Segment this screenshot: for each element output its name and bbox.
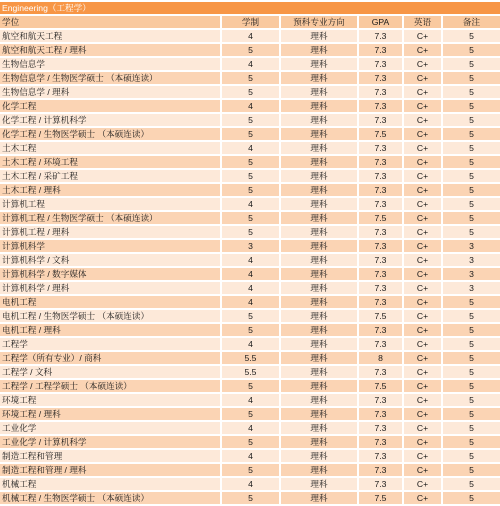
degree-cell: 化学工程 / 计算机科学 (0, 114, 222, 126)
notes-cell: 3 (443, 282, 500, 294)
gpa-cell: 7.5 (359, 128, 404, 140)
table-row (0, 408, 500, 420)
table-row (0, 422, 500, 434)
gpa-cell: 7.3 (359, 282, 404, 294)
duration-cell: 5 (222, 184, 281, 196)
english-cell: C+ (404, 156, 443, 168)
notes-cell: 5 (443, 478, 500, 490)
table-row (0, 44, 500, 56)
gpa-cell: 7.3 (359, 478, 404, 490)
table-row (0, 240, 500, 252)
notes-cell: 5 (443, 44, 500, 56)
notes-cell: 5 (443, 184, 500, 196)
stream-cell: 理科 (281, 156, 359, 168)
duration-cell: 4 (222, 100, 281, 112)
notes-cell: 5 (443, 142, 500, 154)
duration-cell: 5 (222, 310, 281, 322)
degree-cell: 工业化学 (0, 422, 222, 434)
table-row (0, 72, 500, 84)
table-row (0, 254, 500, 266)
duration-cell: 5 (222, 44, 281, 56)
duration-cell: 4 (222, 296, 281, 308)
table-row (0, 212, 500, 224)
degree-cell: 电机工程 / 理科 (0, 324, 222, 336)
stream-cell: 理科 (281, 450, 359, 462)
degree-cell: 化学工程 / 生物医学硕士 （本硕连读） (0, 128, 222, 140)
notes-cell: 5 (443, 100, 500, 112)
table-row (0, 310, 500, 322)
duration-cell: 5.5 (222, 352, 281, 364)
stream-cell: 理科 (281, 212, 359, 224)
english-cell: C+ (404, 86, 443, 98)
english-cell: C+ (404, 72, 443, 84)
stream-cell: 理科 (281, 128, 359, 140)
degree-cell: 工程学 (0, 338, 222, 350)
english-cell: C+ (404, 464, 443, 476)
degree-cell: 机械工程 / 生物医学硕士 （本硕连读） (0, 492, 222, 504)
degree-cell: 计算机科学 (0, 240, 222, 252)
duration-cell: 4 (222, 394, 281, 406)
notes-cell: 5 (443, 170, 500, 182)
english-cell: C+ (404, 492, 443, 504)
english-cell: C+ (404, 240, 443, 252)
notes-cell: 5 (443, 324, 500, 336)
duration-cell: 4 (222, 450, 281, 462)
degree-cell: 工程学 / 工程学硕士 （本硕连读） (0, 380, 222, 392)
duration-cell: 4 (222, 198, 281, 210)
duration-cell: 4 (222, 142, 281, 154)
notes-cell: 5 (443, 492, 500, 504)
stream-cell: 理科 (281, 170, 359, 182)
degree-cell: 土木工程 / 理科 (0, 184, 222, 196)
degree-cell: 工业化学 / 计算机科学 (0, 436, 222, 448)
gpa-cell: 7.3 (359, 436, 404, 448)
table-row (0, 198, 500, 210)
duration-cell: 4 (222, 282, 281, 294)
degree-cell: 工程学（所有专业）/ 商科 (0, 352, 222, 364)
duration-cell: 5 (222, 114, 281, 126)
gpa-cell: 7.5 (359, 380, 404, 392)
english-cell: C+ (404, 366, 443, 378)
header-notes: 备注 (443, 16, 500, 28)
notes-cell: 5 (443, 156, 500, 168)
stream-cell: 理科 (281, 100, 359, 112)
stream-cell: 理科 (281, 380, 359, 392)
english-cell: C+ (404, 100, 443, 112)
duration-cell: 4 (222, 422, 281, 434)
stream-cell: 理科 (281, 184, 359, 196)
gpa-cell: 7.3 (359, 268, 404, 280)
degree-cell: 计算机科学 / 文科 (0, 254, 222, 266)
stream-cell: 理科 (281, 352, 359, 364)
notes-cell: 3 (443, 254, 500, 266)
degree-cell: 航空和航天工程 / 理科 (0, 44, 222, 56)
table-row (0, 184, 500, 196)
table-row (0, 366, 500, 378)
table-row (0, 296, 500, 308)
gpa-cell: 7.3 (359, 114, 404, 126)
degree-cell: 计算机工程 / 理科 (0, 226, 222, 238)
stream-cell: 理科 (281, 408, 359, 420)
english-cell: C+ (404, 114, 443, 126)
notes-cell: 5 (443, 464, 500, 476)
duration-cell: 5 (222, 324, 281, 336)
gpa-cell: 7.3 (359, 100, 404, 112)
table-row (0, 100, 500, 112)
stream-cell: 理科 (281, 478, 359, 490)
table-row (0, 142, 500, 154)
english-cell: C+ (404, 226, 443, 238)
notes-cell: 5 (443, 310, 500, 322)
header-duration: 学制 (222, 16, 281, 28)
stream-cell: 理科 (281, 268, 359, 280)
degree-cell: 土木工程 / 环境工程 (0, 156, 222, 168)
duration-cell: 5 (222, 86, 281, 98)
degree-cell: 环境工程 (0, 394, 222, 406)
table-row (0, 394, 500, 406)
stream-cell: 理科 (281, 226, 359, 238)
duration-cell: 4 (222, 58, 281, 70)
degree-cell: 生物信息学 / 生物医学硕士 （本硕连读） (0, 72, 222, 84)
gpa-cell: 7.3 (359, 184, 404, 196)
english-cell: C+ (404, 338, 443, 350)
english-cell: C+ (404, 142, 443, 154)
table-row (0, 86, 500, 98)
degree-cell: 机械工程 (0, 478, 222, 490)
degree-cell: 计算机科学 / 理科 (0, 282, 222, 294)
degree-cell: 化学工程 (0, 100, 222, 112)
gpa-cell: 7.3 (359, 72, 404, 84)
stream-cell: 理科 (281, 30, 359, 42)
gpa-cell: 7.3 (359, 30, 404, 42)
notes-cell: 5 (443, 212, 500, 224)
degree-cell: 计算机科学 / 数字媒体 (0, 268, 222, 280)
table-title-row (0, 2, 500, 14)
table-row (0, 268, 500, 280)
duration-cell: 4 (222, 478, 281, 490)
table-header-row (0, 16, 500, 28)
table-row (0, 170, 500, 182)
table-row (0, 282, 500, 294)
english-cell: C+ (404, 58, 443, 70)
degree-cell: 制造工程和管理 / 理科 (0, 464, 222, 476)
degree-cell: 生物信息学 / 理科 (0, 86, 222, 98)
degree-cell: 计算机工程 / 生物医学硕士 （本硕连读） (0, 212, 222, 224)
degree-cell: 制造工程和管理 (0, 450, 222, 462)
notes-cell: 5 (443, 58, 500, 70)
gpa-cell: 7.3 (359, 296, 404, 308)
stream-cell: 理科 (281, 310, 359, 322)
gpa-cell: 7.3 (359, 86, 404, 98)
english-cell: C+ (404, 30, 443, 42)
english-cell: C+ (404, 296, 443, 308)
notes-cell: 5 (443, 114, 500, 126)
stream-cell: 理科 (281, 142, 359, 154)
degree-cell: 环境工程 / 理科 (0, 408, 222, 420)
stream-cell: 理科 (281, 436, 359, 448)
notes-cell: 5 (443, 450, 500, 462)
duration-cell: 5 (222, 72, 281, 84)
table-row (0, 450, 500, 462)
table-row (0, 352, 500, 364)
notes-cell: 3 (443, 240, 500, 252)
notes-cell: 5 (443, 366, 500, 378)
degree-cell: 工程学 / 文科 (0, 366, 222, 378)
notes-cell: 5 (443, 422, 500, 434)
notes-cell: 5 (443, 198, 500, 210)
gpa-cell: 7.3 (359, 366, 404, 378)
duration-cell: 5 (222, 212, 281, 224)
degree-cell: 计算机工程 (0, 198, 222, 210)
duration-cell: 5.5 (222, 366, 281, 378)
gpa-cell: 7.3 (359, 170, 404, 182)
notes-cell: 5 (443, 338, 500, 350)
gpa-cell: 7.3 (359, 324, 404, 336)
duration-cell: 5 (222, 492, 281, 504)
stream-cell: 理科 (281, 72, 359, 84)
degree-cell: 电机工程 (0, 296, 222, 308)
gpa-cell: 7.3 (359, 338, 404, 350)
gpa-cell: 7.3 (359, 450, 404, 462)
english-cell: C+ (404, 212, 443, 224)
gpa-cell: 7.3 (359, 156, 404, 168)
notes-cell: 5 (443, 72, 500, 84)
english-cell: C+ (404, 324, 443, 336)
stream-cell: 理科 (281, 86, 359, 98)
table-row (0, 226, 500, 238)
notes-cell: 5 (443, 86, 500, 98)
table-row (0, 478, 500, 490)
notes-cell: 5 (443, 394, 500, 406)
notes-cell: 5 (443, 436, 500, 448)
english-cell: C+ (404, 184, 443, 196)
degree-cell: 土木工程 (0, 142, 222, 154)
stream-cell: 理科 (281, 394, 359, 406)
table-row (0, 324, 500, 336)
english-cell: C+ (404, 170, 443, 182)
gpa-cell: 7.3 (359, 198, 404, 210)
table-row (0, 436, 500, 448)
stream-cell: 理科 (281, 464, 359, 476)
english-cell: C+ (404, 450, 443, 462)
gpa-cell: 7.3 (359, 44, 404, 56)
table-row (0, 156, 500, 168)
notes-cell: 3 (443, 268, 500, 280)
duration-cell: 5 (222, 156, 281, 168)
stream-cell: 理科 (281, 338, 359, 350)
english-cell: C+ (404, 282, 443, 294)
duration-cell: 5 (222, 408, 281, 420)
header-foundation-stream: 预科专业方向 (281, 16, 359, 28)
stream-cell: 理科 (281, 324, 359, 336)
degree-cell: 电机工程 / 生物医学硕士 （本硕连读） (0, 310, 222, 322)
english-cell: C+ (404, 478, 443, 490)
english-cell: C+ (404, 268, 443, 280)
header-gpa: GPA (359, 16, 404, 28)
stream-cell: 理科 (281, 422, 359, 434)
english-cell: C+ (404, 352, 443, 364)
duration-cell: 5 (222, 436, 281, 448)
english-cell: C+ (404, 394, 443, 406)
english-cell: C+ (404, 408, 443, 420)
degree-cell: 航空和航天工程 (0, 30, 222, 42)
notes-cell: 5 (443, 352, 500, 364)
degree-cell: 土木工程 / 采矿工程 (0, 170, 222, 182)
duration-cell: 5 (222, 128, 281, 140)
table-row (0, 128, 500, 140)
english-cell: C+ (404, 254, 443, 266)
stream-cell: 理科 (281, 296, 359, 308)
duration-cell: 3 (222, 240, 281, 252)
notes-cell: 5 (443, 128, 500, 140)
table-row (0, 114, 500, 126)
english-cell: C+ (404, 198, 443, 210)
duration-cell: 5 (222, 226, 281, 238)
gpa-cell: 8 (359, 352, 404, 364)
header-degree: 学位 (0, 16, 222, 28)
table-title: Engineering（工程学） (0, 2, 500, 14)
table-row (0, 30, 500, 42)
gpa-cell: 7.5 (359, 310, 404, 322)
gpa-cell: 7.3 (359, 464, 404, 476)
gpa-cell: 7.3 (359, 226, 404, 238)
english-cell: C+ (404, 310, 443, 322)
english-cell: C+ (404, 436, 443, 448)
notes-cell: 5 (443, 296, 500, 308)
duration-cell: 5 (222, 464, 281, 476)
table-row (0, 464, 500, 476)
stream-cell: 理科 (281, 44, 359, 56)
stream-cell: 理科 (281, 366, 359, 378)
gpa-cell: 7.3 (359, 240, 404, 252)
stream-cell: 理科 (281, 240, 359, 252)
gpa-cell: 7.3 (359, 394, 404, 406)
notes-cell: 5 (443, 226, 500, 238)
duration-cell: 4 (222, 30, 281, 42)
table-row (0, 492, 500, 504)
gpa-cell: 7.3 (359, 58, 404, 70)
duration-cell: 4 (222, 254, 281, 266)
english-cell: C+ (404, 44, 443, 56)
gpa-cell: 7.5 (359, 492, 404, 504)
duration-cell: 5 (222, 170, 281, 182)
english-cell: C+ (404, 422, 443, 434)
table-body (0, 30, 500, 504)
degree-cell: 生物信息学 (0, 58, 222, 70)
gpa-cell: 7.3 (359, 254, 404, 266)
notes-cell: 5 (443, 380, 500, 392)
table-row (0, 58, 500, 70)
gpa-cell: 7.5 (359, 212, 404, 224)
notes-cell: 5 (443, 408, 500, 420)
stream-cell: 理科 (281, 254, 359, 266)
stream-cell: 理科 (281, 282, 359, 294)
stream-cell: 理科 (281, 58, 359, 70)
table-row (0, 338, 500, 350)
header-english: 英语 (404, 16, 443, 28)
english-cell: C+ (404, 128, 443, 140)
gpa-cell: 7.3 (359, 422, 404, 434)
duration-cell: 5 (222, 380, 281, 392)
gpa-cell: 7.3 (359, 142, 404, 154)
duration-cell: 4 (222, 338, 281, 350)
table-row (0, 380, 500, 392)
gpa-cell: 7.3 (359, 408, 404, 420)
duration-cell: 4 (222, 268, 281, 280)
notes-cell: 5 (443, 30, 500, 42)
stream-cell: 理科 (281, 198, 359, 210)
stream-cell: 理科 (281, 492, 359, 504)
english-cell: C+ (404, 380, 443, 392)
stream-cell: 理科 (281, 114, 359, 126)
